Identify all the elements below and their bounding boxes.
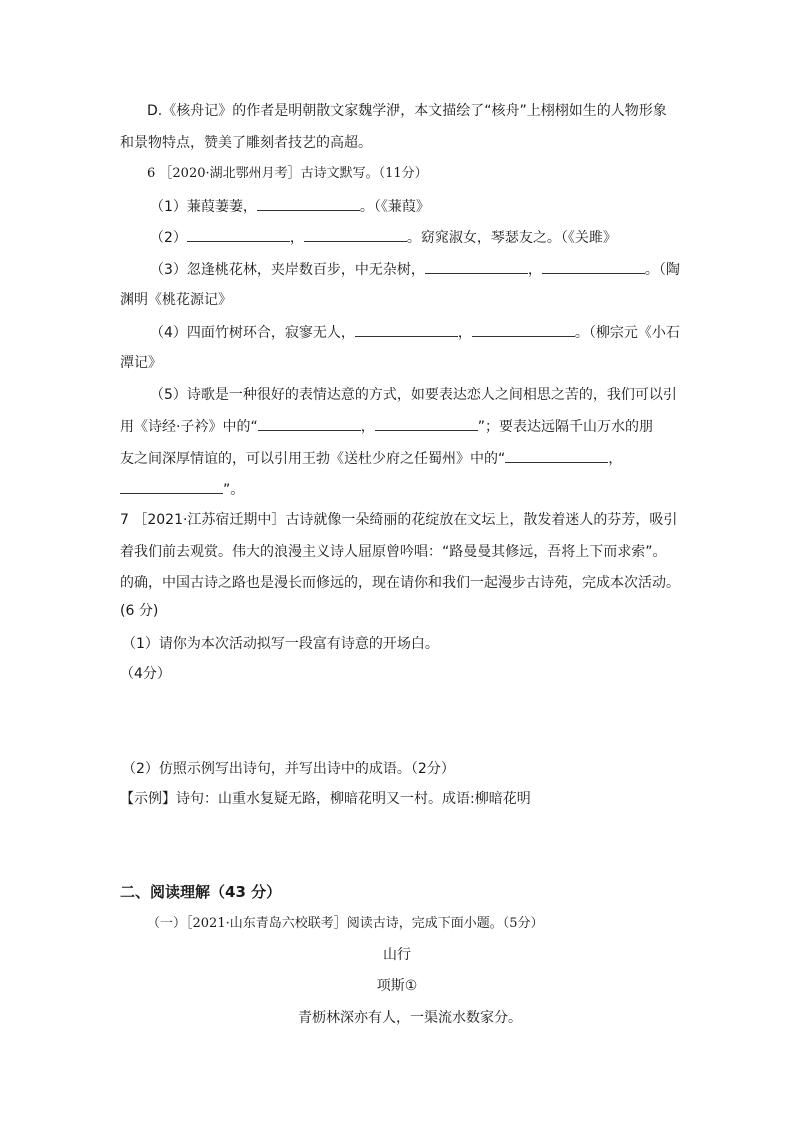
question-7-line-1: 7 ［2021·江苏宿迁期中］古诗就像一朵绮丽的花绽放在文坛上，散发着迷人的芬芳，吸引 bbox=[120, 512, 678, 528]
q6-item-2 bbox=[150, 227, 617, 248]
q6-item-5-text: 用《诗经·子衿》中的“ bbox=[120, 419, 258, 435]
answer-blank[interactable] bbox=[472, 322, 575, 337]
q6-item-5-line-3 bbox=[120, 448, 622, 469]
comma: ， bbox=[608, 451, 623, 467]
comma: ， bbox=[360, 419, 375, 435]
answer-blank[interactable] bbox=[120, 479, 223, 494]
q6-item-4 bbox=[150, 322, 680, 343]
poem-line-1: 青枥林深亦有人，一渠流水数家分。 bbox=[298, 1010, 522, 1026]
question-6-header: 6 ［2020·湖北鄂州月考］古诗文默写。（11分） bbox=[147, 166, 428, 181]
question-7-sub-1-score: （4分） bbox=[120, 666, 171, 682]
q6-item-2-num: （2） bbox=[150, 230, 187, 246]
question-7-line-2: 着我们前去观赏。伟大的浪漫主义诗人屈原曾吟唱：“路曼曼其修远，吾将上下而求索”。 bbox=[120, 544, 667, 560]
option-d-line-2: 和景物特点，赞美了雕刻者技艺的高超。 bbox=[120, 135, 372, 151]
q6-item-5-line-4 bbox=[120, 479, 244, 500]
poem-title: 山行 bbox=[383, 947, 411, 963]
answer-blank[interactable] bbox=[425, 259, 528, 274]
q6-item-4-line-2: 潭记》 bbox=[120, 355, 162, 371]
question-7-sub-1: （1）请你为本次活动拟写一段富有诗意的开场白。 bbox=[122, 636, 439, 652]
comma: ， bbox=[457, 325, 472, 341]
q6-item-5-line-1: （5）诗歌是一种很好的表情达意的方式，如要表达恋人之间相思之苦的，我们可以引 bbox=[150, 387, 677, 403]
q6-item-4-source: 。（柳宗元《小石 bbox=[574, 325, 680, 341]
q6-item-4-text: （4）四面竹树环合，寂寥无人， bbox=[150, 325, 355, 341]
answer-blank[interactable] bbox=[258, 416, 361, 431]
q6-item-5-line-2 bbox=[120, 416, 653, 437]
answer-blank[interactable] bbox=[505, 448, 608, 463]
option-d-line-1: D.《核舟记》的作者是明朝散文家魏学洢，本文描绘了“核舟”上栩栩如生的人物形象 bbox=[147, 103, 667, 119]
answer-blank[interactable] bbox=[257, 196, 360, 211]
q6-item-5-text: ”。 bbox=[223, 482, 245, 498]
answer-blank[interactable] bbox=[542, 259, 645, 274]
q6-item-3 bbox=[150, 259, 680, 280]
answer-blank[interactable] bbox=[375, 416, 478, 431]
poem-author: 项斯① bbox=[376, 978, 418, 994]
section-sub-header: （一）［2021·山东青岛六校联考］阅读古诗，完成下面小题。（5分） bbox=[147, 916, 544, 931]
answer-blank[interactable] bbox=[304, 227, 407, 242]
section-title: 二、阅读理解（43 分） bbox=[120, 883, 282, 901]
q6-item-1-source: 。（《蒹葭》 bbox=[359, 199, 430, 215]
q6-item-2-text: 。窈窕淑女，琴瑟友之。（《关雎》 bbox=[406, 230, 617, 246]
comma: ， bbox=[527, 262, 542, 278]
question-7-example: 【示例】诗句：山重水复疑无路，柳暗花明又一村。成语:柳暗花明 bbox=[120, 791, 531, 807]
answer-blank[interactable] bbox=[187, 227, 290, 242]
answer-blank[interactable] bbox=[355, 322, 458, 337]
question-7-line-3: 的确，中国古诗之路也是漫长而修远的，现在请你和我们一起漫步古诗苑，完成本次活动。 bbox=[120, 575, 680, 591]
q6-item-1 bbox=[150, 196, 430, 217]
question-7-score: (6 分) bbox=[120, 603, 159, 619]
question-7-sub-2: （2）仿照示例写出诗句，并写出诗中的成语。（2分） bbox=[122, 761, 455, 777]
q6-item-5-text: 友之间深厚情谊的，可以引用王勃《送杜少府之任蜀州》中的“ bbox=[120, 451, 506, 467]
q6-item-5-text: ”；要表达远隔千山万水的朋 bbox=[477, 419, 653, 435]
q6-item-1-text: （1）蒹葭萋萋， bbox=[150, 199, 257, 215]
comma: ， bbox=[289, 230, 304, 246]
q6-item-3-line-2: 渊明《桃花源记》 bbox=[120, 292, 232, 308]
q6-item-3-source: 。（陶 bbox=[644, 262, 680, 278]
q6-item-3-text: （3）忽逢桃花林，夹岸数百步，中无杂树， bbox=[150, 262, 425, 278]
